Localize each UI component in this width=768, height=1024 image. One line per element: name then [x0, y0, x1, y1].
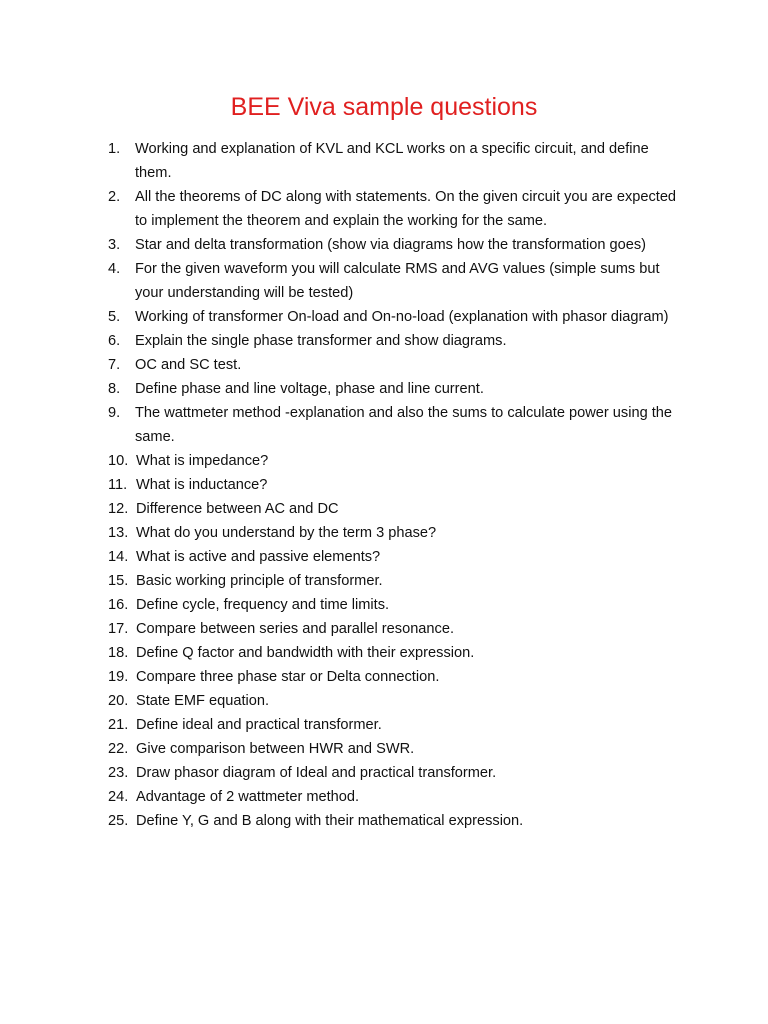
question-item [108, 521, 688, 545]
question-list [108, 137, 688, 833]
question-number: 22. [108, 741, 129, 757]
question-item [108, 305, 688, 329]
question-text: OC and SC test. [135, 357, 242, 373]
question-item [108, 377, 688, 401]
question-text: Compare three phase star or Delta connection. [136, 669, 440, 685]
question-text: The wattmeter method -explanation and also the sums to calculate power using the same. [135, 405, 673, 445]
question-text: Define ideal and practical transformer. [136, 717, 382, 733]
question-item [108, 761, 688, 785]
question-number: 23. [108, 765, 129, 781]
question-item [108, 809, 688, 833]
question-number: 7. [108, 357, 121, 373]
question-text: What is inductance? [136, 477, 268, 493]
question-item [108, 233, 688, 257]
question-text: Draw phasor diagram of Ideal and practical transformer. [136, 765, 497, 781]
question-number: 12. [108, 501, 129, 517]
question-number: 15. [108, 573, 129, 589]
question-item [108, 689, 688, 713]
question-text: Working and explanation of KVL and KCL works on a specific circuit, and define them. [135, 141, 649, 181]
question-text: State EMF equation. [136, 693, 270, 709]
question-item [108, 497, 688, 521]
question-text: What is active and passive elements? [136, 549, 381, 565]
question-text: Star and delta transformation (show via diagrams how the transformation goes) [135, 237, 647, 253]
question-number: 1. [108, 141, 121, 157]
question-item [108, 449, 688, 473]
question-item [108, 473, 688, 497]
question-number: 19. [108, 669, 129, 685]
question-item [108, 185, 688, 233]
question-text: Compare between series and parallel resonance. [136, 621, 455, 637]
question-text: Explain the single phase transformer and show diagrams. [135, 333, 507, 349]
question-number: 2. [108, 189, 121, 205]
question-text: Working of transformer On-load and On-no-load (explanation with phasor diagram) [135, 309, 669, 325]
question-item [108, 137, 688, 185]
question-number: 17. [108, 621, 129, 637]
question-text: Define Y, G and B along with their mathematical expression. [136, 813, 524, 829]
question-item [108, 617, 688, 641]
question-number: 6. [108, 333, 121, 349]
question-text: What do you understand by the term 3 phase? [136, 525, 437, 541]
question-text: All the theorems of DC along with statements. On the given circuit you are expected to implement the theorem and explain the working for the same. [135, 189, 677, 229]
question-number: 21. [108, 717, 129, 733]
question-text: Define phase and line voltage, phase and line current. [135, 381, 484, 397]
question-number: 18. [108, 645, 129, 661]
question-item [108, 593, 688, 617]
question-item [108, 665, 688, 689]
question-number: 11. [108, 477, 128, 493]
question-item [108, 737, 688, 761]
question-item [108, 785, 688, 809]
question-item [108, 641, 688, 665]
question-text: Advantage of 2 wattmeter method. [136, 789, 360, 805]
question-text: Basic working principle of transformer. [136, 573, 383, 589]
question-number: 20. [108, 693, 129, 709]
question-text: Give comparison between HWR and SWR. [136, 741, 415, 757]
question-text: For the given waveform you will calculate RMS and AVG values (simple sums but your understanding will be tested) [135, 261, 660, 301]
question-number: 5. [108, 309, 121, 325]
question-number: 14. [108, 549, 129, 565]
question-text: Define Q factor and bandwidth with their expression. [136, 645, 475, 661]
question-item [108, 257, 688, 305]
question-number: 4. [108, 261, 121, 277]
page-title: BEE Viva sample questions [230, 93, 538, 121]
question-number: 3. [108, 237, 121, 253]
question-number: 25. [108, 813, 129, 829]
question-number: 16. [108, 597, 129, 613]
question-item [108, 713, 688, 737]
question-item [108, 353, 688, 377]
question-text: Define cycle, frequency and time limits. [136, 597, 390, 613]
question-number: 9. [108, 405, 121, 421]
question-item [108, 569, 688, 593]
question-text: What is impedance? [136, 453, 269, 469]
question-item [108, 329, 688, 353]
question-number: 10. [108, 453, 129, 469]
question-item [108, 545, 688, 569]
question-number: 24. [108, 789, 129, 805]
question-item [108, 401, 688, 449]
question-number: 13. [108, 525, 129, 541]
question-number: 8. [108, 381, 121, 397]
question-text: Difference between AC and DC [136, 501, 339, 517]
